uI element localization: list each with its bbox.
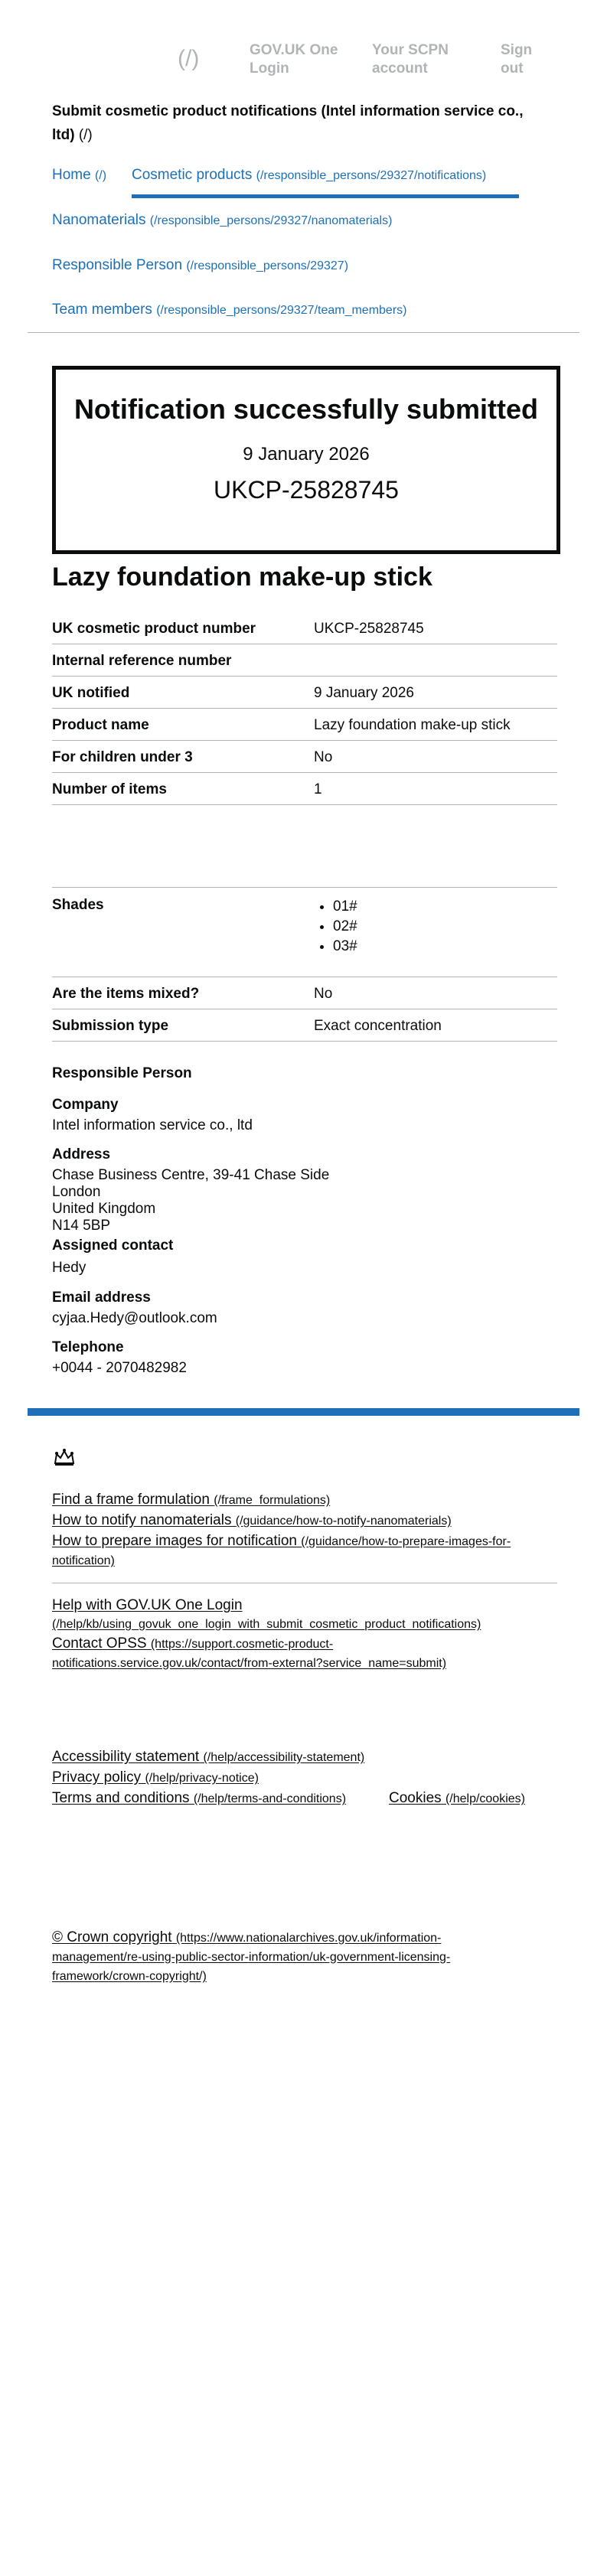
footer-link-label: Privacy policy	[52, 1769, 142, 1785]
tab-responsible-person[interactable]	[52, 257, 348, 274]
footer-link-frame-formulation[interactable]	[52, 1491, 550, 1510]
company-label: Company	[52, 1097, 119, 1113]
panel-reference: UKCP-25828745	[214, 476, 399, 504]
tab-cosmetic-products[interactable]	[132, 167, 486, 184]
rp-heading: Responsible Person	[52, 1065, 192, 1081]
address-line: N14 5BP	[52, 1218, 111, 1234]
footer-link-label: Contact OPSS	[52, 1635, 147, 1652]
footer-link-url: (/help/accessibility-statement)	[203, 1751, 365, 1764]
shade-item: • 02#	[333, 917, 357, 937]
footer-link-label: Help with GOV.UK One Login	[52, 1597, 243, 1613]
summary-row	[52, 773, 557, 805]
footer-link-url: (/help/privacy-notice)	[145, 1772, 259, 1785]
summary-key: UK notified	[52, 685, 130, 701]
footer-link-contact-opss[interactable]	[52, 1635, 527, 1673]
tab-responsible-person-label: Responsible Person	[52, 257, 183, 273]
phone-label: Telephone	[52, 1339, 124, 1355]
footer-link-url: (/frame_formulations)	[214, 1494, 331, 1507]
footer-link-cookies[interactable]	[389, 1789, 525, 1808]
product-heading: Lazy foundation make-up stick	[52, 562, 432, 592]
summary-key: Product name	[52, 717, 149, 733]
address-line: Chase Business Centre, 39-41 Chase Side	[52, 1167, 330, 1183]
footer-link-url: (/help/kb/using_govuk_one_login_with_submit_cosmetic_product_notifications)	[52, 1618, 481, 1631]
footer-link-label: Find a frame formulation	[52, 1492, 210, 1508]
shade-item: • 01#	[333, 897, 357, 917]
footer-link-accessibility[interactable]	[52, 1748, 364, 1767]
tab-cosmetic-products-label: Cosmetic products	[132, 167, 253, 183]
footer-link-label: How to prepare images for notification	[52, 1533, 297, 1549]
submission-value: Exact concentration	[314, 1018, 442, 1034]
address-line: United Kingdom	[52, 1201, 156, 1217]
tab-team-members[interactable]	[52, 302, 406, 318]
service-name[interactable]	[52, 99, 550, 147]
footer-link-label: Terms and conditions	[52, 1790, 190, 1806]
tab-team-members-url: (/responsible_persons/29327/team_members)	[156, 304, 407, 317]
footer-link-privacy[interactable]	[52, 1769, 259, 1788]
active-tab-indicator	[132, 194, 519, 198]
summary-value: UKCP-25828745	[314, 621, 424, 637]
contact-value: Hedy	[52, 1260, 86, 1276]
submission-row	[52, 1009, 557, 1042]
tab-responsible-person-url: (/responsible_persons/29327)	[186, 259, 349, 272]
summary-key: Number of items	[52, 781, 167, 797]
summary-row	[52, 677, 557, 709]
footer-link-label: Accessibility statement	[52, 1749, 200, 1765]
tab-team-members-label: Team members	[52, 302, 152, 318]
nav-your-account[interactable]: Your SCPN account	[372, 42, 449, 77]
mixed-value: No	[314, 986, 333, 1002]
company-value: Intel information service co., ltd	[52, 1117, 253, 1133]
footer-link-label: Cookies	[389, 1790, 442, 1806]
footer-link-url: (/help/terms-and-conditions)	[193, 1792, 347, 1805]
footer-link-terms[interactable]	[52, 1789, 346, 1808]
summary-value: No	[314, 749, 333, 765]
submission-key: Submission type	[52, 1018, 169, 1034]
service-name-url: (/)	[78, 127, 93, 143]
footer-link-label: How to notify nanomaterials	[52, 1512, 232, 1528]
service-name-text: Submit cosmetic product notifications (Intel information service co., ltd)	[52, 103, 524, 143]
mixed-row	[52, 977, 557, 1009]
nav-one-login[interactable]: GOV.UK One Login	[250, 42, 338, 77]
nav-divider	[28, 332, 579, 333]
tab-nanomaterials-label: Nanomaterials	[52, 212, 146, 228]
footer-top-border	[28, 1408, 579, 1416]
mixed-key: Are the items mixed?	[52, 986, 200, 1002]
shades-key: Shades	[52, 897, 104, 913]
tab-nanomaterials[interactable]	[52, 212, 392, 229]
nav-sign-out[interactable]: Sign out	[501, 42, 533, 77]
address-value	[52, 1167, 329, 1234]
summary-value: 9 January 2026	[314, 685, 414, 701]
address-line: London	[52, 1184, 101, 1200]
footer-crown-copyright[interactable]	[52, 1929, 527, 1986]
confirmation-panel	[52, 366, 560, 554]
shades-row	[52, 888, 557, 977]
summary-row	[52, 644, 557, 677]
summary-row	[52, 741, 557, 773]
footer-link-url: (https://www.nationalarchives.gov.uk/information-management/re-using-public-sector-information/uk-government-licensing-framework/crown-copyright/)	[52, 1932, 451, 1983]
tab-cosmetic-products-url: (/responsible_persons/29327/notifications)	[256, 169, 487, 182]
footer-link-prepare-images[interactable]	[52, 1532, 550, 1570]
summary-value: Lazy foundation make-up stick	[314, 717, 511, 733]
footer-link-help-one-login[interactable]	[52, 1596, 557, 1634]
panel-date: 9 January 2026	[243, 444, 370, 465]
tab-home-label: Home	[52, 167, 91, 183]
tab-home-url: (/)	[94, 169, 107, 182]
footer-link-url: (https://support.cosmetic-product-notifications.service.gov.uk/contact/from-external?service_name=submit)	[52, 1638, 447, 1670]
email-label: Email address	[52, 1290, 151, 1306]
summary-key: For children under 3	[52, 749, 193, 765]
panel-title: Notification successfully submitted	[73, 393, 539, 425]
summary-key: UK cosmetic product number	[52, 621, 256, 637]
summary-key: Internal reference number	[52, 653, 232, 669]
tab-home[interactable]	[52, 167, 106, 184]
summary-row	[52, 612, 557, 644]
footer-link-nanomaterials[interactable]	[52, 1511, 550, 1531]
contact-label: Assigned contact	[52, 1237, 174, 1254]
email-value: cyjaa.Hedy@outlook.com	[52, 1310, 217, 1326]
footer-link-url: (/guidance/how-to-notify-nanomaterials)	[235, 1515, 452, 1528]
tab-nanomaterials-url: (/responsible_persons/29327/nanomaterials)	[149, 214, 393, 227]
crown-icon	[52, 1446, 77, 1466]
logo-link[interactable]: (/)	[178, 46, 200, 71]
summary-value: 1	[314, 781, 322, 797]
footer-link-label: © Crown copyright	[52, 1929, 172, 1945]
shades-list	[314, 897, 357, 957]
summary-row	[52, 709, 557, 741]
shade-item: • 03#	[333, 937, 357, 957]
footer-link-url: (/help/cookies)	[445, 1792, 525, 1805]
phone-value: +0044 - 2070482982	[52, 1360, 187, 1376]
footer-link-url: (/guidance/how-to-prepare-images-for-notification)	[52, 1535, 511, 1567]
address-label: Address	[52, 1146, 111, 1162]
